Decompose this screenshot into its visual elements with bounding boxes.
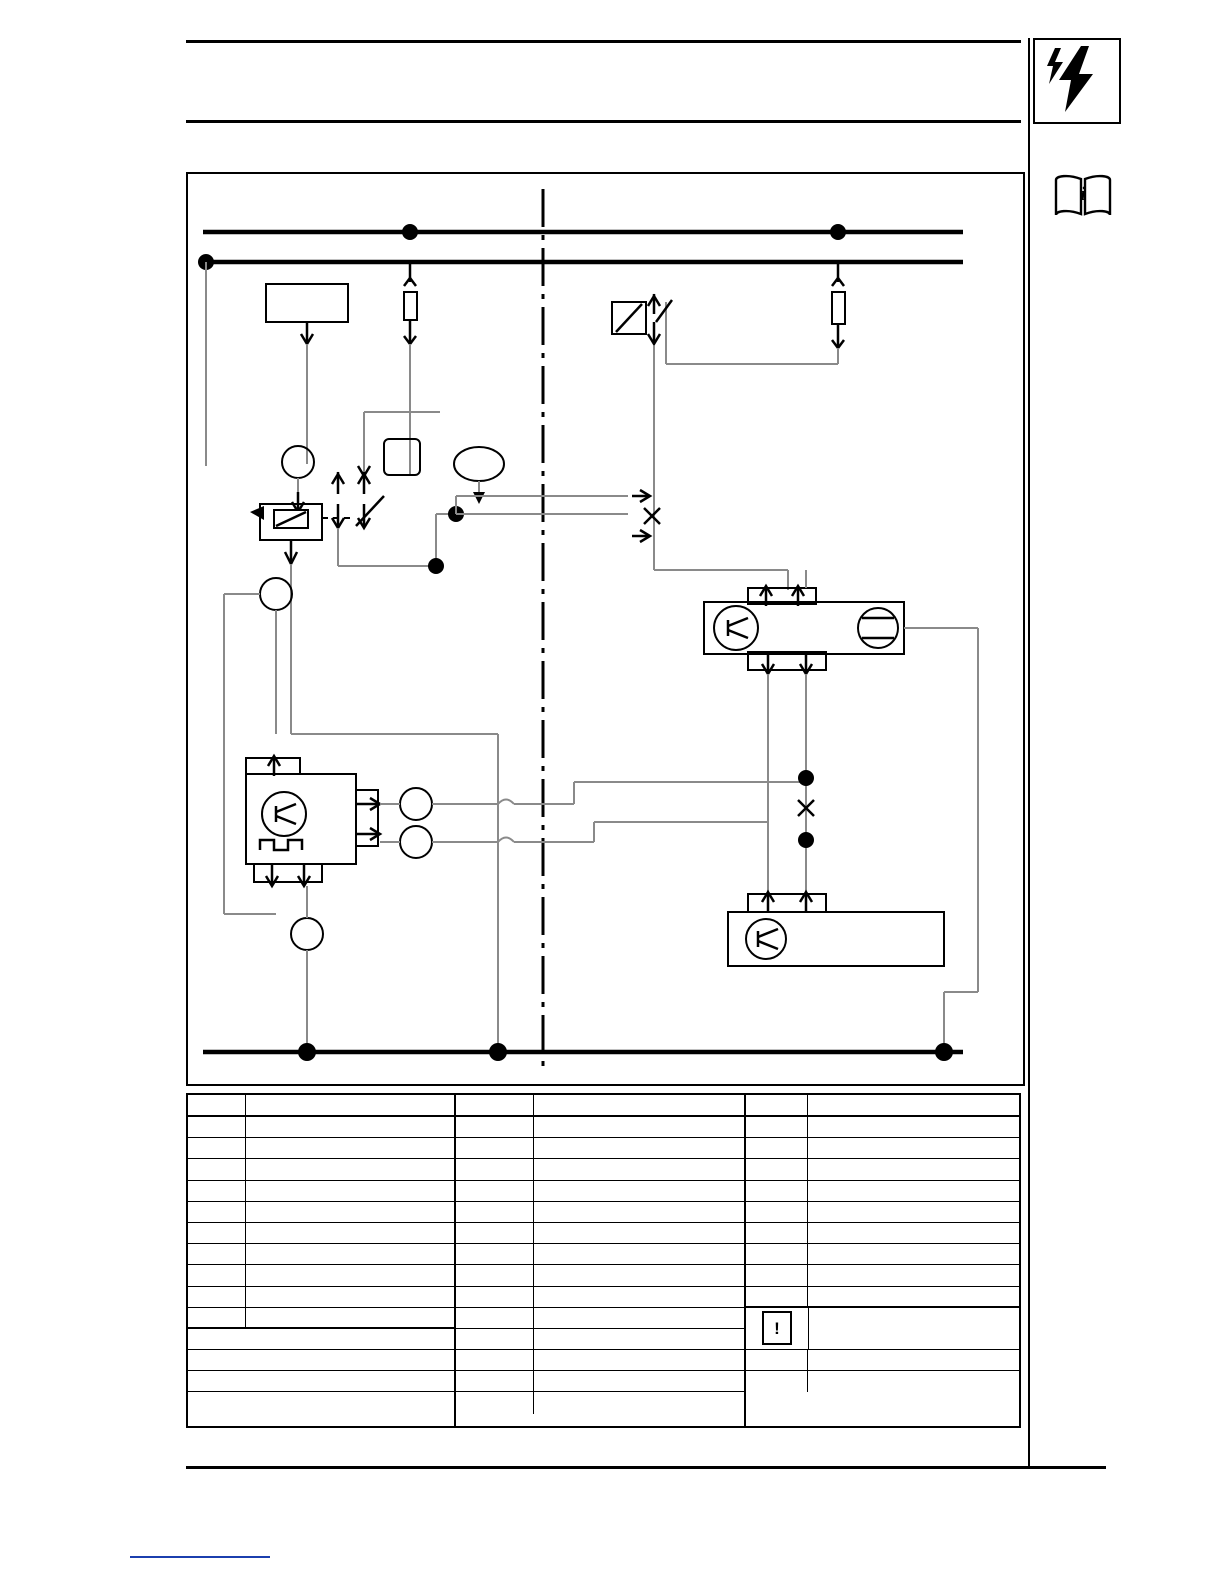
legend-desc (534, 1308, 744, 1328)
legend-code (188, 1202, 246, 1222)
legend-code (456, 1329, 534, 1349)
legend-code (456, 1223, 534, 1243)
header-rule-bottom (186, 120, 1021, 123)
legend-row (188, 1392, 454, 1413)
legend-desc (246, 1392, 454, 1413)
legend-code (746, 1181, 808, 1201)
legend-code (188, 1159, 246, 1179)
svg-text:i: i (1080, 184, 1086, 205)
legend-row (188, 1138, 454, 1159)
legend-code (188, 1392, 246, 1413)
legend-desc (246, 1159, 454, 1179)
legend-code (746, 1350, 808, 1370)
lightning-bolt-icon (1033, 38, 1121, 124)
legend-row (746, 1371, 1019, 1392)
legend-code (188, 1308, 246, 1327)
legend-code (456, 1392, 534, 1413)
legend-desc (246, 1138, 454, 1158)
legend-code-header (456, 1095, 534, 1115)
legend-row (456, 1392, 744, 1413)
legend-desc (246, 1287, 454, 1307)
legend-code (188, 1117, 246, 1137)
legend-row (746, 1202, 1019, 1223)
legend-code (188, 1244, 246, 1264)
legend-row (746, 1223, 1019, 1244)
legend-row (746, 1244, 1019, 1265)
legend-desc (534, 1117, 744, 1137)
legend-code (456, 1181, 534, 1201)
legend-code (456, 1117, 534, 1137)
legend-desc (808, 1181, 1019, 1201)
legend-desc (534, 1371, 744, 1391)
legend-row (188, 1181, 454, 1202)
legend-column-3 (746, 1095, 1019, 1426)
legend-desc (808, 1159, 1019, 1179)
legend-row (188, 1244, 454, 1265)
legend-header-row (456, 1095, 744, 1117)
legend-desc (246, 1244, 454, 1264)
legend-code (746, 1244, 808, 1264)
legend-row (746, 1350, 1019, 1371)
legend-desc (534, 1350, 744, 1370)
header-rule-top (186, 40, 1021, 43)
legend-row (188, 1308, 454, 1329)
legend-code (188, 1181, 246, 1201)
legend-code (188, 1265, 246, 1285)
legend-desc (808, 1117, 1019, 1137)
warning-exclamation-icon (746, 1308, 809, 1349)
legend-row (456, 1287, 744, 1308)
legend-desc-header (534, 1095, 744, 1115)
legend-code (188, 1223, 246, 1243)
legend-row (188, 1223, 454, 1244)
legend-code (188, 1138, 246, 1158)
legend-desc (809, 1308, 1019, 1349)
legend-desc (534, 1287, 744, 1307)
legend-code (456, 1371, 534, 1391)
legend-row (188, 1371, 454, 1392)
legend-warning-row (746, 1308, 1019, 1350)
legend-desc (808, 1287, 1019, 1306)
legend-code (188, 1350, 246, 1370)
legend-row (456, 1223, 744, 1244)
legend-row (188, 1117, 454, 1138)
legend-row (188, 1265, 454, 1286)
legend-code (188, 1371, 246, 1391)
legend-desc (246, 1181, 454, 1201)
legend-row (456, 1202, 744, 1223)
legend-desc (534, 1202, 744, 1222)
legend-table (186, 1093, 1021, 1428)
legend-code (456, 1287, 534, 1307)
legend-code (456, 1265, 534, 1285)
accent-underline (130, 1556, 270, 1558)
legend-code (746, 1287, 808, 1306)
legend-desc (808, 1371, 1019, 1392)
legend-row (456, 1117, 744, 1138)
legend-row (746, 1181, 1019, 1202)
legend-desc (246, 1117, 454, 1137)
legend-row (188, 1329, 454, 1350)
legend-desc (246, 1265, 454, 1285)
legend-code (188, 1329, 246, 1349)
legend-desc-header (246, 1095, 454, 1115)
legend-row (746, 1159, 1019, 1180)
legend-code-header (746, 1095, 808, 1115)
legend-code (456, 1138, 534, 1158)
legend-code-header (188, 1095, 246, 1115)
warning-box: ! (762, 1311, 792, 1345)
legend-desc (808, 1244, 1019, 1264)
legend-code (746, 1265, 808, 1285)
legend-row (746, 1265, 1019, 1286)
legend-row (456, 1350, 744, 1371)
legend-desc (808, 1223, 1019, 1243)
legend-desc (534, 1265, 744, 1285)
legend-desc (534, 1223, 744, 1243)
legend-code (456, 1308, 534, 1328)
legend-code (746, 1159, 808, 1179)
legend-code (456, 1244, 534, 1264)
legend-desc (246, 1329, 454, 1349)
legend-code (456, 1159, 534, 1179)
legend-row (456, 1308, 744, 1329)
legend-header-row (188, 1095, 454, 1117)
legend-code (456, 1202, 534, 1222)
legend-desc (534, 1181, 744, 1201)
legend-code (456, 1350, 534, 1370)
legend-row (188, 1287, 454, 1308)
legend-desc (808, 1265, 1019, 1285)
legend-row (456, 1265, 744, 1286)
legend-desc (246, 1350, 454, 1370)
legend-desc (808, 1138, 1019, 1158)
legend-code (188, 1287, 246, 1307)
legend-desc (246, 1308, 454, 1327)
legend-desc (534, 1159, 744, 1179)
footer-rule (186, 1466, 1106, 1469)
legend-row (746, 1287, 1019, 1308)
legend-code (746, 1202, 808, 1222)
legend-row (456, 1181, 744, 1202)
legend-header-row (746, 1095, 1019, 1117)
legend-column-2 (456, 1095, 746, 1426)
legend-desc (808, 1202, 1019, 1222)
legend-desc (534, 1392, 744, 1413)
legend-desc (534, 1244, 744, 1264)
legend-code (746, 1371, 808, 1392)
open-book-info-icon (1052, 170, 1114, 220)
margin-divider (1028, 38, 1030, 1468)
legend-desc (246, 1202, 454, 1222)
legend-code (746, 1138, 808, 1158)
legend-row (188, 1350, 454, 1371)
wiring-diagram (186, 172, 1025, 1086)
legend-code (746, 1223, 808, 1243)
legend-column-1 (188, 1095, 456, 1426)
legend-row (188, 1159, 454, 1180)
legend-row (456, 1159, 744, 1180)
legend-row (456, 1329, 744, 1350)
legend-row (456, 1244, 744, 1265)
legend-row (188, 1202, 454, 1223)
legend-desc (246, 1223, 454, 1243)
legend-code (746, 1117, 808, 1137)
legend-row (746, 1117, 1019, 1138)
legend-desc (534, 1329, 744, 1349)
legend-row (746, 1138, 1019, 1159)
legend-desc (246, 1371, 454, 1391)
legend-row (456, 1371, 744, 1392)
legend-row (456, 1138, 744, 1159)
legend-desc (808, 1350, 1019, 1370)
legend-desc (534, 1138, 744, 1158)
legend-desc-header (808, 1095, 1019, 1115)
